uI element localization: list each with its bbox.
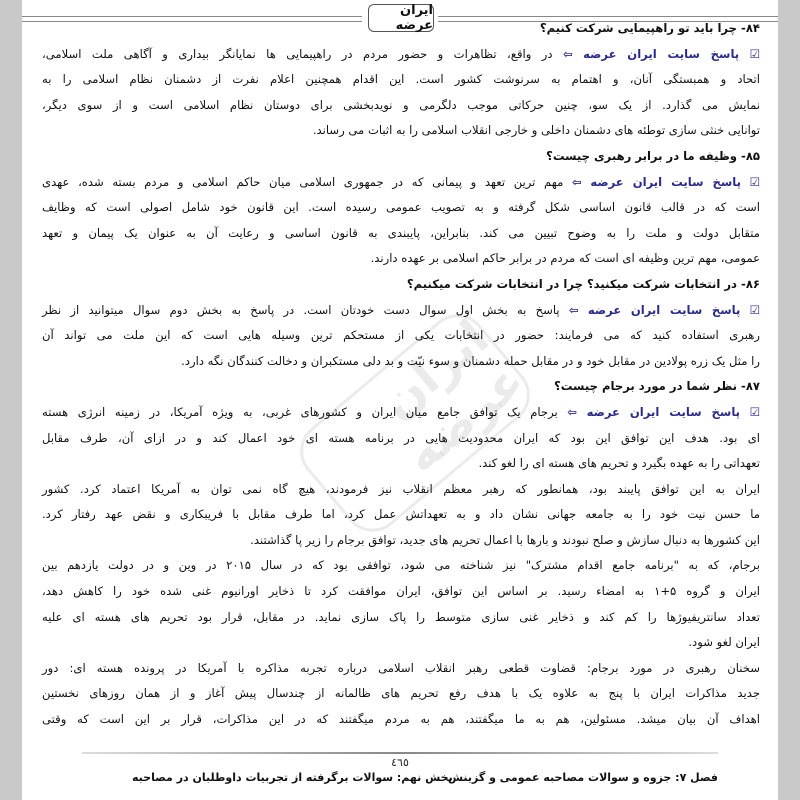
text-line (42, 477, 760, 503)
line-text: است که در قالب قانون اساسی شکل گرفته و به تصویب عمومی رسیده است. این قانون خود شامل اصولی است که وظایف (42, 200, 760, 215)
arrow-left-icon: ⇦ (562, 46, 573, 61)
text-line (42, 93, 760, 119)
question-heading: ۸۷- نظر شما در مورد برجام چیست؟ (554, 379, 760, 394)
text-line (42, 630, 760, 656)
checkbox-checked-icon: ☑ (740, 174, 761, 189)
line-text: ما حسن نیت خود را به جامعه جهانی نشان داد و به تعهداتش عمل کرد، اما طرف مقابل با فریبکاری و نقض عهد رفتار کرد. (42, 507, 760, 522)
text-line (42, 656, 760, 682)
answer-source-label: پاسخ سایت ایران عرضه (590, 174, 741, 189)
line-text: اتحاد و همبستگی آنان، و اهتمام به سرنوشت کشور است. این اقدام همچنین اعلام نفرت از دشمنان نظام اسلامی را به (42, 72, 760, 87)
line-text: پاسخ به بخش اول سوال دست خودتان است. در پاسخ به بخش دوم سوال میتوانید از نظر (42, 302, 560, 317)
line-text: جدید مذاکرات ایران با پنج به علاوه یک با هدف رفع تحریم های ظالمانه از چندسال پیش آغاز و از همان روزهای نخستین (42, 686, 760, 701)
line-text: توانایی خنثی سازی توطئه های دشمنان داخلی و خارجی انقلاب اسلامی را به اثبات می رساند. (312, 123, 760, 138)
line-text: در واقع، تظاهرات و حضور مردم در راهپیمایی ها نمایانگر بیداری و آگاهی ملت اسلامی، (42, 46, 553, 61)
line-text: ایران به این توافق پایبند بود، همانطور که رهبر معظم انقلاب نیز فرمودند، هیچ گاه نمی توان به آمریکا اعتماد کرد. کشور (42, 481, 760, 496)
footer-chapter: فصل ۷: جزوه و سوالات مصاحبه عمومی و گزینش (447, 771, 718, 784)
text-line (42, 502, 760, 528)
watermark-text: ایران عرضه (369, 309, 536, 484)
text-line (42, 246, 760, 272)
text-line (42, 400, 760, 426)
text-line (42, 349, 760, 375)
line-text: تعداد سانتریفیوژها را کم کند و ذخایر غنی سازی متوسط را پاک سازی نماید. در مقابل، قرار بود تحریم های هسته ای علیه (42, 609, 760, 624)
arrow-left-icon: ⇦ (571, 174, 582, 189)
line-text: ایران و گروه ۵+۱ به امضاء رسید. بر اساس این توافق، ایران موافقت کرد تا ذخایر اورانیوم غنی شده خود را کاهش دهد، (42, 584, 760, 599)
footer-rule (82, 752, 718, 754)
line-text: عمومی، مهم ترین وظیفه ای است که مردم در برابر حاکم اسلامی بر عهده دارند. (370, 251, 760, 266)
text-line (42, 579, 760, 605)
arrow-left-icon: ⇦ (567, 404, 578, 419)
text-line (42, 528, 760, 554)
question-heading: ۸۴- چرا باید تو راهپیمایی شرکت کنیم؟ (539, 21, 760, 35)
page-number: ٤٦٥ (391, 756, 409, 769)
line-text: متقابل دولت و ملت را به وضوح تبیین می کند. بنابراین، پایبندی به قانون اساسی و رعایت آن به عنوان یک پیمان و تعهد (42, 225, 760, 240)
text-line (42, 118, 760, 144)
footer-section: بخش نهم: سوالات برگرفته از تجربیات داوطلبان در مصاحبه (132, 771, 453, 784)
line-text: را مثل یک زره پولادین در مقابل خود و در مقابل حمله دشمنان و سوء نیّت و بد دلی مستکبران و دخالت کنندگان نگه دارد. (181, 353, 760, 368)
logo-text: ایران عرضه (395, 3, 433, 33)
text-line (42, 553, 760, 579)
line-text: سخنان رهبری در مورد برجام: قضاوت قطعی رهبر انقلاب اسلامی درباره تجربه مذاکره با آمریکا در پرونده هسته ای: دور (42, 660, 760, 675)
answer-source-label: پاسخ سایت ایران عرضه (583, 46, 740, 61)
document-page (22, 0, 778, 800)
document-body (42, 16, 760, 733)
line-text: نمایش می گذارد. از یک سو، چنین حرکاتی موجب دلگرمی و نویدبخشی برای دوستان نظام اسلامی است و از سوی دیگر، (42, 97, 760, 112)
line-text: برجام یک توافق جامع میان ایران و کشورهای غربی، به ویژه آمریکا، در زمینه انرژی هسته (42, 404, 558, 419)
line-text: برجام، که به "برنامه جامع اقدام مشترک" نیز شناخته می شود، توافقی بود که در سال ۲۰۱۵ در وین و در دولت یازدهم بین (42, 558, 760, 573)
answer-source-label: پاسخ سایت ایران عرضه (587, 302, 741, 317)
text-line (42, 42, 760, 68)
text-line (42, 67, 760, 93)
line-text: اهداف آن بیان میشد. مسئولین، هم به ما میگفتند، هم به مردم میگفتند که در این مذاکرات، قرار بر این است که وقتی (42, 712, 760, 727)
line-text: تعهداتی را به عهده بگیرد و تحریم های هسته ای را لغو کند. (478, 456, 760, 471)
text-line (42, 426, 760, 452)
text-line (42, 221, 760, 247)
checkbox-checked-icon: ☑ (739, 46, 760, 61)
text-line (42, 605, 760, 631)
checkbox-checked-icon: ☑ (740, 302, 760, 317)
line-text: مهم ترین تعهد و پیمانی که در جمهوری اسلامی میان حاکم اسلامی و مردم بسته شده، عهدی (42, 174, 564, 189)
text-line (42, 323, 760, 349)
line-text: رهبری استفاده کنید که می فرمایند: حضور در انتخابات یکی از مستحکم ترین وسیله هایی است که این ملت می تواند آن (42, 328, 760, 343)
arrow-left-icon: ⇦ (568, 302, 579, 317)
question-heading: ۸۶- در انتخابات شرکت میکنید؟ چرا در انتخابات شرکت میکنیم؟ (406, 276, 760, 291)
text-line (42, 170, 760, 196)
checkbox-checked-icon: ☑ (740, 404, 761, 419)
question-heading: ۸۵- وظیفه ما در برابر رهبری چیست؟ (546, 148, 760, 163)
text-line (42, 195, 760, 221)
answer-source-label: پاسخ سایت ایران عرضه (586, 404, 741, 419)
line-text: این کشورها به دنبال سازش و صلح نبودند و بارها با اعمال تحریم های جدید، توافق برجام را زیر پا گذاشتند. (250, 532, 760, 547)
text-line (42, 707, 760, 733)
line-text: ایران لغو شود. (688, 635, 760, 650)
text-line (42, 681, 760, 707)
text-line (42, 298, 760, 324)
text-line (42, 451, 760, 477)
line-text: ای بود. هدف این توافق این بود که ایران محدودیت هایی در برنامه هسته ای خود اعمال کند و در ازای آن، طرف مقابل (42, 430, 760, 445)
